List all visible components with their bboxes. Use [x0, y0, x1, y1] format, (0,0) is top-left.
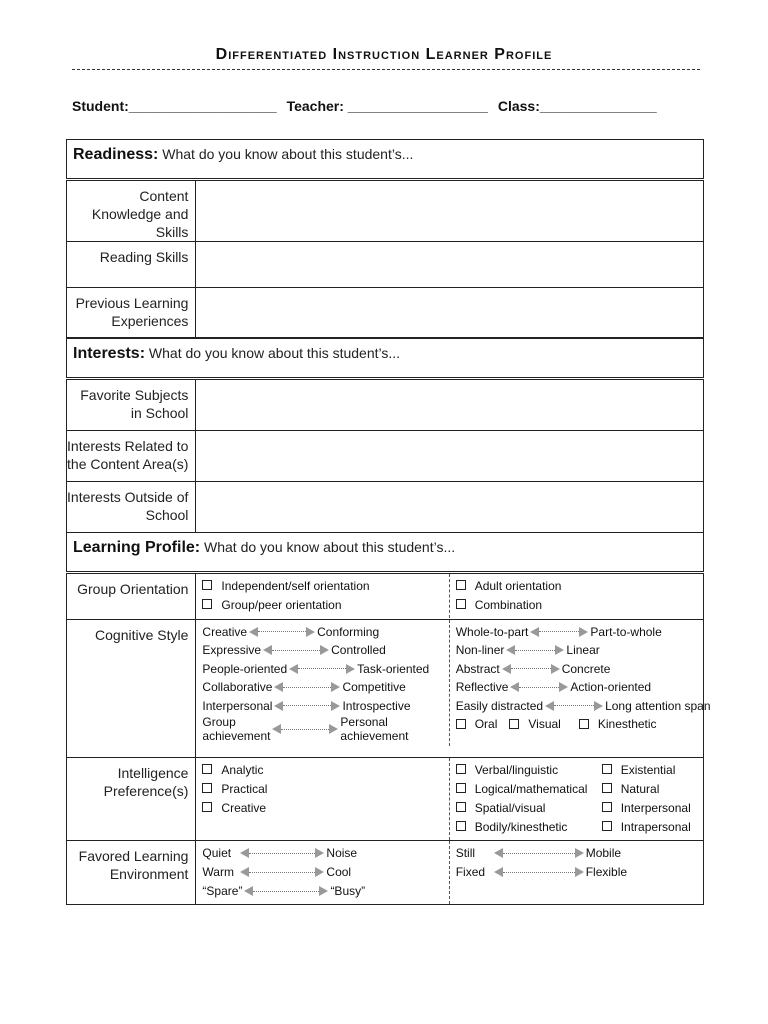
double-arrow-icon [289, 664, 355, 674]
row-label: Favorite Subjects in School [67, 378, 196, 430]
double-arrow-icon [244, 886, 328, 896]
continuum-left-label: Whole-to-part [455, 624, 529, 639]
continuum-left-label: Interpersonal [202, 698, 273, 713]
continuum-right-label: Long attention span [605, 698, 711, 713]
readiness-heading: Readiness: [73, 146, 159, 163]
continuum-left-label: Quiet [202, 845, 232, 860]
checkbox-option[interactable]: Group/peer orientation [202, 596, 442, 615]
double-arrow-icon [274, 682, 340, 692]
continuum-left-label: Still [455, 845, 476, 860]
continuum-right-label: Introspective [342, 698, 411, 713]
double-arrow-icon [274, 701, 340, 711]
continuum-left-label: Creative [202, 624, 248, 639]
cognitive-style-cell [196, 619, 711, 757]
answer-cell[interactable] [196, 242, 704, 288]
continuum-row[interactable] [456, 660, 697, 679]
learning-profile-question: What do you know about this student’s... [200, 538, 456, 555]
checkbox-icon[interactable] [202, 580, 212, 590]
continuum-left-label: Collaborative [202, 680, 273, 694]
readiness-question: What do you know about this student’s... [158, 146, 414, 162]
double-arrow-icon [510, 682, 568, 692]
continuum-row[interactable] [202, 660, 442, 679]
answer-cell[interactable] [196, 180, 704, 242]
checkbox-option[interactable]: Visual [509, 717, 560, 731]
continuum-row[interactable] [202, 882, 442, 901]
title-divider [72, 69, 700, 70]
checkbox-icon[interactable] [456, 599, 466, 609]
answer-cell[interactable] [196, 378, 704, 430]
header-fields [72, 98, 663, 114]
checkbox-option[interactable]: Practical [202, 780, 442, 799]
row-label: Content Knowledge and Skills [67, 180, 196, 242]
row-label: Cognitive Style [67, 619, 196, 757]
continuum-left-label: Fixed [455, 864, 486, 879]
learner-profile-table [66, 139, 711, 905]
double-arrow-icon [240, 867, 324, 877]
continuum-right-label: Action-oriented [570, 680, 652, 694]
checkbox-option[interactable]: Logical/mathematical [456, 780, 602, 799]
checkbox-row [456, 818, 697, 837]
continuum-left-label: Group achievement [202, 715, 271, 743]
checkbox-option[interactable]: Adult orientation [456, 577, 697, 596]
interests-question: What do you know about this student’s... [145, 344, 401, 361]
checkbox-option[interactable]: Creative [202, 799, 442, 818]
continuum-row[interactable] [202, 715, 442, 743]
continuum-right-label: Cool [326, 864, 352, 879]
continuum-row[interactable] [456, 623, 697, 642]
student-field[interactable]: Student:___________________ [72, 98, 277, 114]
continuum-row[interactable] [456, 641, 697, 660]
row-label: Group Orientation [67, 572, 196, 619]
continuum-row[interactable] [202, 863, 442, 882]
continuum-right-label: Conforming [317, 624, 380, 639]
row-label: Reading Skills [67, 242, 196, 288]
continuum-row[interactable] [456, 863, 697, 882]
checkbox-icon[interactable] [202, 802, 212, 812]
checkbox-icon[interactable] [579, 719, 589, 729]
intelligence-cell [196, 757, 704, 840]
continuum-left-label: Abstract [455, 661, 500, 676]
double-arrow-icon [494, 848, 584, 858]
continuum-right-label: Personal achievement [340, 715, 409, 743]
checkbox-icon[interactable] [202, 783, 212, 793]
continuum-right-label: Controlled [331, 643, 386, 657]
continuum-right-label: Mobile [585, 845, 622, 860]
answer-cell[interactable] [196, 288, 704, 338]
continuum-right-label: Part-to-whole [590, 624, 662, 639]
answer-cell[interactable] [196, 430, 704, 481]
checkbox-icon[interactable] [456, 821, 466, 831]
double-arrow-icon [494, 867, 584, 877]
checkbox-option[interactable]: Intrapersonal [602, 818, 691, 837]
continuum-left-label: “Spare” [202, 883, 243, 898]
double-arrow-icon [506, 645, 564, 655]
continuum-left-label: Warm [202, 864, 234, 879]
continuum-right-label: Linear [566, 643, 600, 657]
checkbox-option[interactable]: Oral [456, 717, 498, 731]
learning-profile-heading: Learning Profile: [73, 538, 201, 556]
checkbox-icon[interactable] [509, 719, 519, 729]
checkbox-icon[interactable] [602, 764, 612, 774]
checkbox-option[interactable]: Spatial/visual [456, 799, 602, 818]
double-arrow-icon [240, 848, 324, 858]
continuum-right-label: Noise [326, 845, 358, 860]
checkbox-option[interactable]: Interpersonal [602, 799, 691, 818]
interests-heading: Interests: [73, 344, 146, 362]
checkbox-icon[interactable] [202, 764, 212, 774]
checkbox-option[interactable]: Combination [456, 596, 697, 615]
row-label: Previous Learning Experiences [67, 288, 196, 338]
continuum-right-label: Task-oriented [357, 661, 430, 676]
teacher-field[interactable]: Teacher: __________________ [286, 98, 488, 114]
checkbox-option[interactable]: Independent/self orientation [202, 577, 442, 596]
answer-cell[interactable] [196, 481, 704, 532]
checkbox-icon[interactable] [456, 764, 466, 774]
learning-profile-header [67, 532, 704, 572]
double-arrow-icon [263, 645, 329, 655]
interests-header [67, 338, 704, 379]
class-field[interactable]: Class:_______________ [497, 98, 657, 114]
checkbox-icon[interactable] [202, 599, 212, 609]
page-title: Differentiated Instruction Learner Profile [215, 46, 553, 63]
row-label: Interests Outside of School [67, 481, 196, 532]
checkbox-option[interactable]: Existential [602, 761, 676, 780]
continuum-left-label: Non-liner [455, 643, 505, 657]
continuum-left-label: Reflective [455, 680, 509, 694]
checkbox-icon[interactable] [456, 783, 466, 793]
checkbox-option[interactable]: Bodily/kinesthetic [456, 818, 602, 837]
checkbox-icon[interactable] [602, 783, 612, 793]
continuum-left-label: Expressive [202, 643, 262, 657]
continuum-left-label: Easily distracted [455, 698, 544, 713]
continuum-row[interactable] [455, 697, 711, 716]
mode-options [456, 715, 697, 734]
continuum-right-label: Flexible [585, 864, 628, 879]
checkbox-option[interactable]: Verbal/linguistic [456, 761, 602, 780]
continuum-right-label: “Busy” [330, 883, 366, 898]
continuum-row[interactable] [202, 697, 442, 716]
continuum-row[interactable] [202, 623, 442, 642]
checkbox-option[interactable]: Analytic [202, 761, 442, 780]
double-arrow-icon [272, 724, 338, 734]
continuum-left-label: People-oriented [202, 661, 288, 676]
row-label: Intelligence Preference(s) [67, 757, 196, 840]
continuum-right-label: Concrete [561, 661, 611, 676]
readiness-header [67, 140, 704, 180]
checkbox-icon[interactable] [456, 580, 466, 590]
checkbox-option[interactable]: Natural [602, 780, 660, 799]
checkbox-icon[interactable] [602, 802, 612, 812]
continuum-row[interactable] [202, 844, 442, 863]
continuum-row[interactable] [202, 678, 442, 697]
continuum-right-label: Competitive [342, 680, 406, 694]
row-label: Interests Related to the Content Area(s) [67, 430, 196, 481]
double-arrow-icon [545, 701, 603, 711]
checkbox-icon[interactable] [456, 719, 466, 729]
continuum-row[interactable] [202, 641, 442, 660]
group-orientation-cell [196, 572, 704, 619]
checkbox-option[interactable]: Kinesthetic [579, 717, 657, 731]
environment-cell [196, 840, 704, 904]
row-label: Favored Learning Environment [67, 840, 196, 904]
checkbox-icon[interactable] [456, 802, 466, 812]
double-arrow-icon [530, 627, 588, 637]
checkbox-row [456, 780, 697, 799]
checkbox-icon[interactable] [602, 821, 612, 831]
continuum-row[interactable] [456, 844, 697, 863]
checkbox-row [456, 761, 697, 780]
continuum-row[interactable] [456, 678, 697, 697]
double-arrow-icon [249, 627, 315, 637]
checkbox-row [456, 799, 697, 818]
double-arrow-icon [502, 664, 560, 674]
